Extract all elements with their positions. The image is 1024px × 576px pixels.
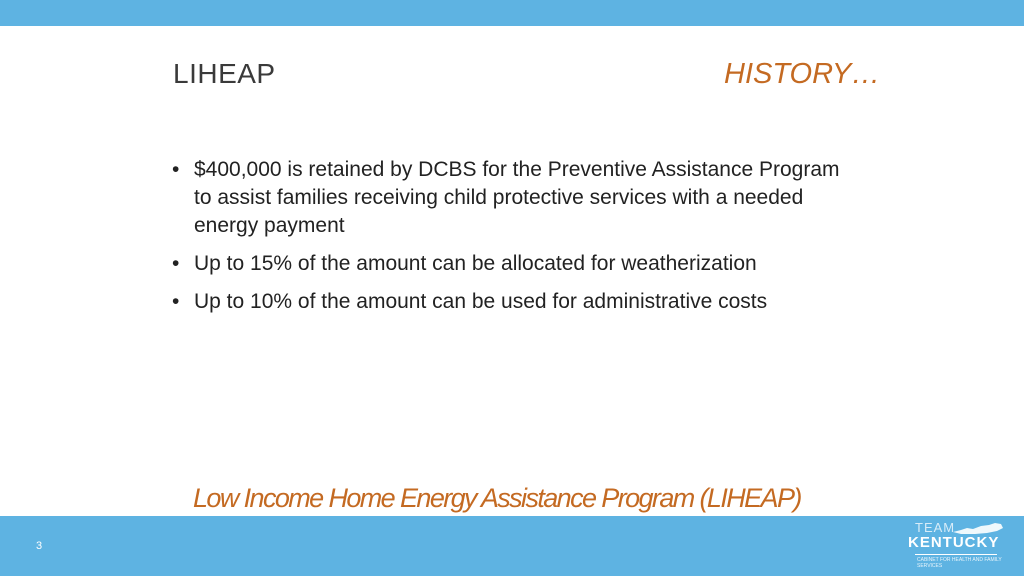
bullet-dot-icon: • [172, 290, 180, 313]
bullet-text: Up to 15% of the amount can be allocated for weatherization [194, 252, 757, 275]
logo-divider [915, 554, 997, 555]
page-number: 3 [36, 540, 43, 552]
top-bar [0, 0, 1024, 26]
team-kentucky-logo [905, 520, 1009, 572]
bullet-dot-icon: • [172, 158, 180, 181]
bullet-text: $400,000 is retained by DCBS for the Preventive Assistance Program to assist families receiving child protective services with a needed energy payment [194, 158, 840, 237]
logo-team-text: TEAM [915, 520, 956, 535]
bullet-text: Up to 10% of the amount can be used for administrative costs [194, 290, 768, 313]
footer-title: Low Income Home Energy Assistance Program (LIHEAP) [193, 483, 801, 513]
bullet-dot-icon: • [172, 252, 180, 275]
slide-subtitle: HISTORY… [724, 58, 881, 90]
logo-cabinet-text: CABINET FOR HEALTH AND FAMILY SERVICES [917, 557, 1002, 569]
slide-title: LIHEAP [173, 58, 276, 89]
bottom-bar [0, 516, 1024, 576]
bullet-item [170, 288, 860, 316]
bullet-item [170, 250, 860, 278]
bullet-item [170, 156, 860, 240]
bullet-list [170, 156, 860, 326]
logo-state-text: KENTUCKY [908, 534, 1000, 551]
